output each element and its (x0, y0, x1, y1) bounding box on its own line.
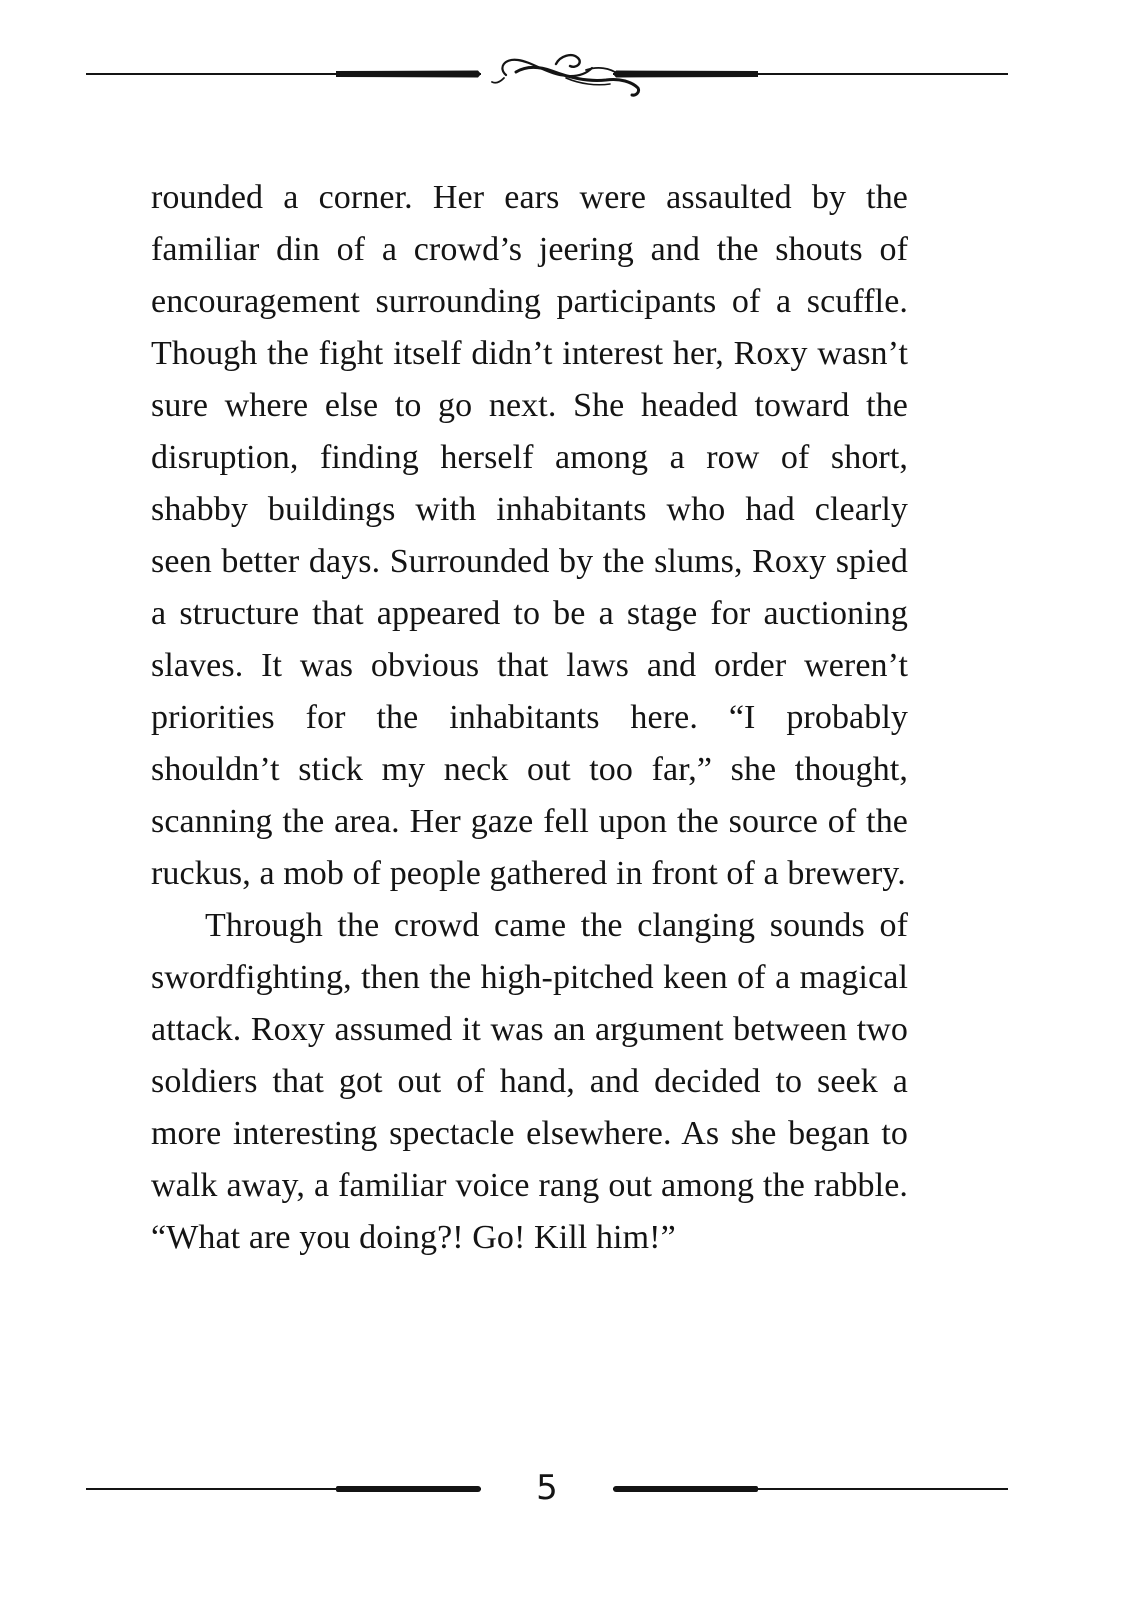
page-number: 5 (536, 1468, 558, 1508)
header-flourish-ornament-icon (86, 44, 1008, 104)
chapter-body-text (151, 172, 908, 1264)
paragraph-1: rounded a corner. Her ears were assaulted by the familiar din of a crowd’s jeering and the shouts of encouragement surrounding participants of a scuffle. Though the fight itself didn’t interest her, Roxy wasn’t sure where else to go next. She headed toward the disruption, finding herself among a row of short, shabby buildings with inhabitants who had clearly seen better days. Surrounded by the slums, Roxy spied a structure that appeared to be a stage for auctioning slaves. It was obvious that laws and order weren’t priorities for the inhabitants here. “I probably shouldn’t stick my neck out too far,” she thought, scanning the area. Her gaze fell upon the source of the ruckus, a mob of people gathered in front of a brewery. (151, 179, 908, 892)
page-footer (86, 1464, 1008, 1512)
paragraph-2: Through the crowd came the clanging sounds of swordfighting, then the high-pitched keen of a magical attack. Roxy assumed it was an argument between two soldiers that got out of hand, and decided to seek a more interesting spectacle elsewhere. As she began to walk away, a familiar voice rang out among the rabble. “What are you doing?! Go! Kill him!” (151, 907, 908, 1256)
